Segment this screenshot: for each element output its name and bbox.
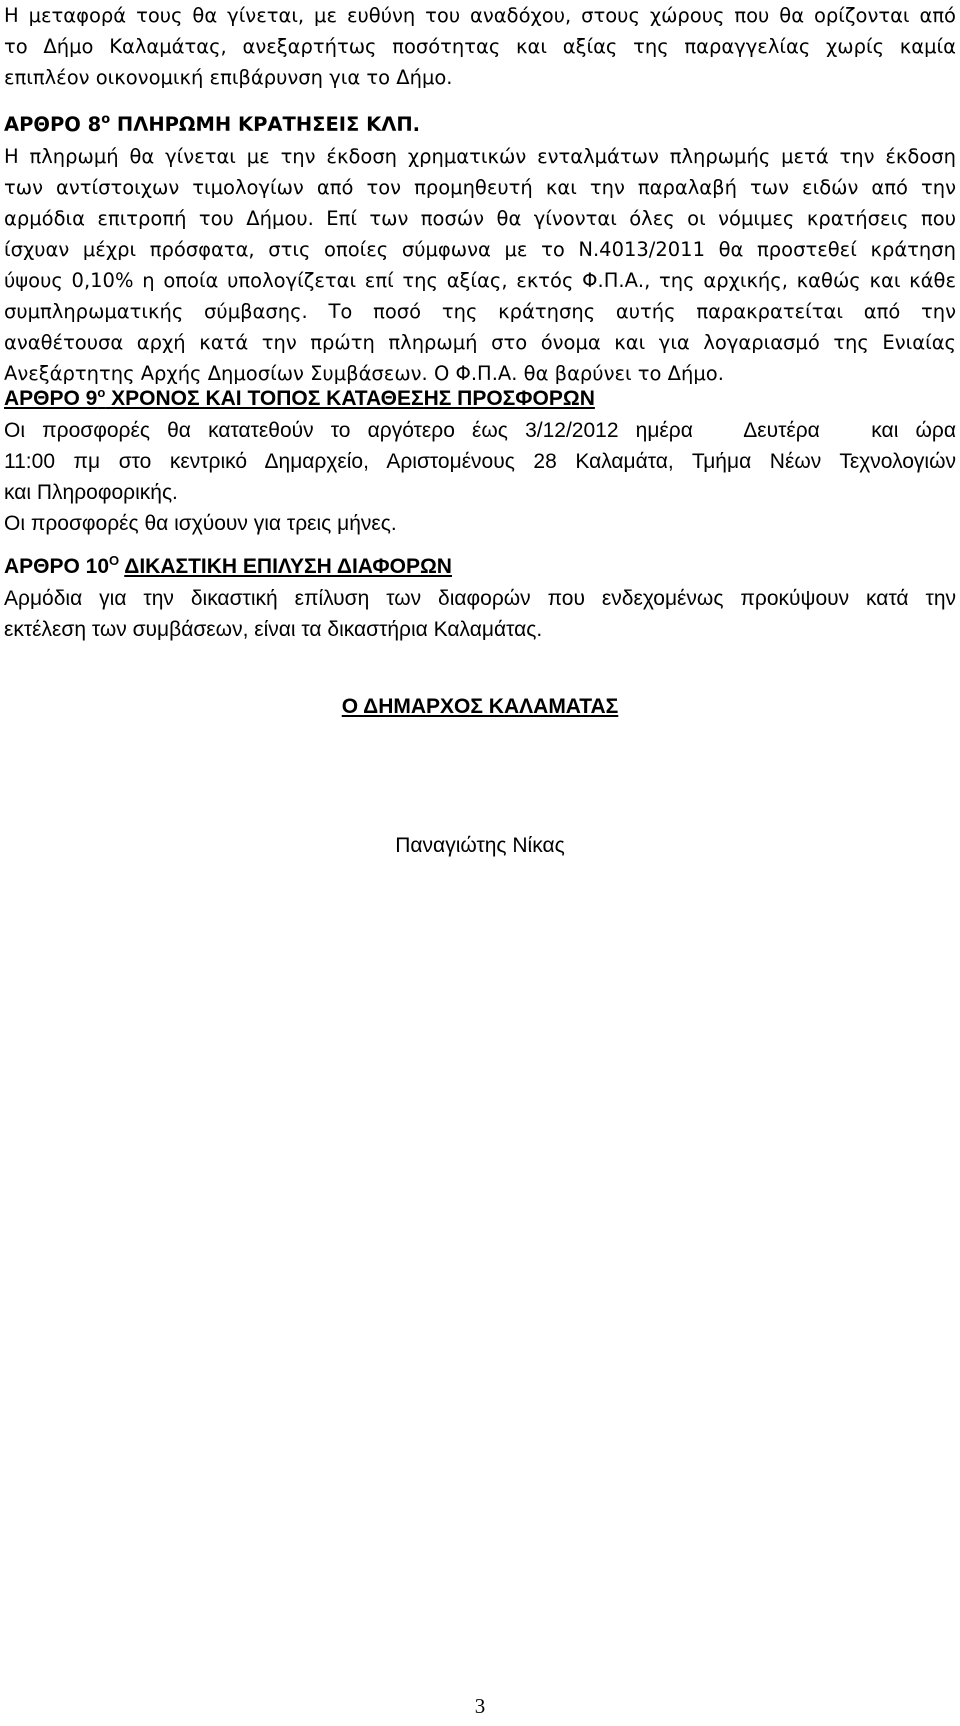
- article-10-body: [4, 583, 956, 645]
- article-9-heading: ΑΡΘΡΟ $9^o$ ΧΡΟΝΟΣ ΚΑΙ ΤΟΠΟΣ ΚΑΤΑΘΕΣΗΣ ΠΡΟΣΦΟΡΩΝ: [4, 385, 595, 410]
- article-10-heading: ΑΡΘΡΟ $10^O$ ΔΙΚΑΣΤΙΚΗ ΕΠΙΛΥΣΗ ΔΙΑΦΟΡΩΝ: [4, 553, 452, 578]
- article-8-line: συμπληρωματικής σύμβασης. Το ποσό της κράτησης αυτής παρακρατείται από την: [4, 300, 956, 323]
- article-8-line: ίσχυαν μέχρι πρόσφατα, στις οποίες σύμφωνα με το Ν.4013/2011 θα προστεθεί κράτηση: [4, 238, 956, 261]
- article-8-line: των αντίστοιχων τιμολογίων από τον προμηθευτή και την παραλαβή των ειδών από την: [4, 176, 956, 199]
- article-10-line: Αρμόδια για την δικαστική επίλυση των διαφορών που ενδεχομένως προκύψουν κατά την: [4, 587, 956, 610]
- article-8-line: αρμόδια επιτροπή του Δήμου. Επί των ποσών θα γίνονται όλες οι νόμιμες κρατήσεις που: [4, 207, 956, 230]
- article-8-line: αναθέτουσα αρχή κατά την πρώτη πληρωμή στο όνομα και για λογαριασμό της Ενιαίας: [4, 331, 956, 354]
- article-8-line: ύψους 0,10% η οποία υπολογίζεται επί της αξίας, εκτός Φ.Π.Α., της αρχικής, καθώς και κάθε: [4, 269, 956, 292]
- signatory-name: Παναγιώτης Νίκας: [395, 834, 565, 857]
- article-9-body: [4, 415, 956, 539]
- intro-line: επιπλέον οικονομική επιβάρυνση για το Δήμο.: [4, 66, 453, 89]
- intro-line: το Δήμο Καλαμάτας, ανεξαρτήτως ποσότητας και αξίας της παραγγελίας χωρίς καμία: [4, 35, 956, 58]
- article-8-body: [4, 141, 956, 389]
- offer-validity: Οι προσφορές θα ισχύουν για τρεις μήνες.: [4, 512, 397, 535]
- intro-line: Η μεταφορά τους θα γίνεται, με ευθύνη του αναδόχου, στους χώρους που θα ορίζονται από: [4, 4, 956, 27]
- article-10-line: εκτέλεση των συμβάσεων, είναι τα δικαστήρια Καλαμάτας.: [4, 618, 543, 641]
- article-9-line: και Πληροφορικής.: [4, 481, 178, 504]
- article-8-line: Ανεξάρτητης Αρχής Δημοσίων Συμβάσεων. Ο Φ.Π.Α. θα βαρύνει το Δήμο.: [4, 362, 724, 385]
- page-number: 3: [474, 1694, 486, 1718]
- article-9-line: Οι προσφορές θα κατατεθούν το αργότερο έως 3/12/2012 ημέρα Δευτέρα και ώρα: [4, 419, 956, 442]
- article-9-line: 11:00 πμ στο κεντρικό Δημαρχείο, Αριστομένους 28 Καλαμάτα, Τμήμα Νέων Τεχνολογιών: [4, 450, 956, 473]
- article-8-heading: ΑΡΘΡΟ $8^o$ ΠΛΗΡΩΜΗ ΚΡΑΤΗΣΕΙΣ ΚΛΠ.: [4, 112, 421, 136]
- mayor-title: Ο ΔΗΜΑΡΧΟΣ ΚΑΛΑΜΑΤΑΣ: [341, 695, 619, 718]
- article-8-line: Η πληρωμή θα γίνεται με την έκδοση χρηματικών ενταλμάτων πληρωμής μετά την έκδοση: [4, 145, 956, 168]
- intro-paragraph: [4, 0, 956, 93]
